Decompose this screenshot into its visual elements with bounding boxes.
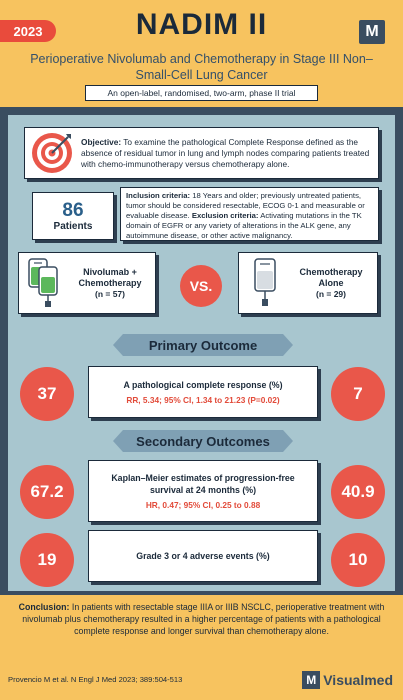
criteria-box [120,187,379,241]
logo-icon: M [359,20,385,44]
brand-icon: M [302,671,320,689]
primary-outcome-box [88,366,318,418]
primary-left-value: 37 [20,367,74,421]
primary-right-value: 7 [331,367,385,421]
ae-left-value: 19 [20,533,74,587]
ae-outcome-box [88,530,318,582]
content-panel [8,115,395,591]
arm-right-name: Chemotherapy Alone [299,266,363,288]
brand-name: Visualmed [323,672,393,688]
trial-type-label: An open-label, randomised, two-arm, phase II trial [85,85,318,101]
patients-box [32,192,114,240]
conclusion-label: Conclusion: [18,602,70,612]
patients-label: Patients [53,220,93,232]
conclusion-text: In patients with resectable stage IIIA or IIIB NSCLC, perioperative treatment with nivolumab plus chemotherapy resulted in a higher percentage of patients with a pathological complete response and longer survival than chemotherapy alone. [22,602,385,636]
exclusion-label: Exclusion criteria: [191,211,259,220]
inclusion-text: 18 Years and older; previously untreated patients, tumor should be considered resectable, ECOG 0-1 and measurable or evaluable disease. [126,191,365,220]
arm-left-n: (n = 57) [95,288,125,299]
objective-box [24,127,379,179]
brand-logo [302,671,393,689]
citation: Provencio M et al. N Engl J Med 2023; 389:504-513 [8,675,183,684]
pfs-left-value: 67.2 [20,465,74,519]
arm-left-text [71,267,149,300]
pfs-right-value: 40.9 [331,465,385,519]
footer [0,663,403,700]
vs-badge: VS. [180,265,222,307]
primary-outcome-title: A pathological complete response (%) [123,380,283,390]
target-icon [31,132,73,174]
arm-chemo-alone [238,252,378,314]
objective-label: Objective: [81,136,122,147]
page-title: NADIM II [135,8,268,41]
main-section [0,107,403,595]
inclusion-label: Inclusion criteria: [126,191,191,200]
arm-right-text [291,267,371,300]
exclusion-text: Activating mutations in the TK domain of EGFR or any variety of alterations in the ALK gene, any autoimmune disease, or other active malignancy. [126,211,362,240]
objective-description: To examine the pathological Complete Response defined as the absence of residual tumor in lung and lymph nodes comparing patients treated with chemo-immunotherapy versus chemotherapy alone. [81,136,370,169]
objective-text [81,137,372,170]
arm-nivolumab-chemo [18,252,156,314]
subtitle: Perioperative Nivolumab and Chemotherapy in Stage III Non–Small-Cell Lung Cancer [30,52,373,82]
secondary-outcomes-heading: Secondary Outcomes [123,430,283,452]
primary-outcome-heading: Primary Outcome [123,334,283,356]
conclusion [0,595,403,663]
arm-left-name: Nivolumab + Chemotherapy [78,266,142,288]
pfs-outcome-title: Kaplan–Meier estimates of progression-free survival at 24 months (%) [111,473,295,495]
ae-outcome-title: Grade 3 or 4 adverse events (%) [136,551,270,561]
year-badge: 2023 [0,20,56,42]
pfs-outcome-stat: HR, 0.47; 95% CI, 0.25 to 0.88 [145,500,261,510]
header [0,0,403,107]
pfs-outcome-box [88,460,318,522]
patients-count: 86 [62,199,84,221]
primary-outcome-stat: RR, 5.34; 95% CI, 1.34 to 21.23 (P=0.02) [126,395,280,405]
arm-right-n: (n = 29) [316,288,346,299]
ae-right-value: 10 [331,533,385,587]
iv-bag-icon [25,257,65,309]
iv-bag-icon [245,257,285,309]
